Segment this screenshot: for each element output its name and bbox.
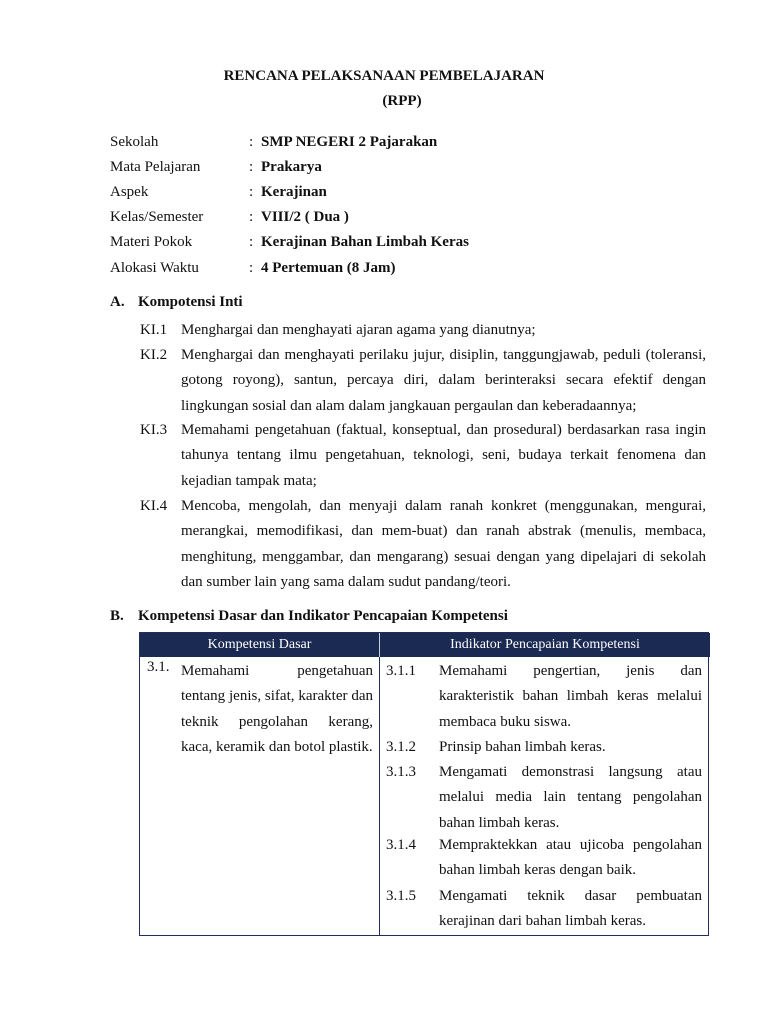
- kd-text: Memahami pengetahuan tentang jenis, sifat, karakter dan teknik pengolahan kerang, kaca, keramik dan botol plastik.: [181, 663, 373, 755]
- indicator-code: 3.1.1: [386, 663, 416, 679]
- indicator-item: [386, 659, 702, 735]
- identity-label: Materi Pokok: [110, 234, 193, 250]
- identity-label: Kelas/Semester: [110, 209, 204, 225]
- identity-label: Sekolah: [110, 134, 159, 150]
- ki-item-3: [140, 418, 706, 494]
- ki-text: Mencoba, mengolah, dan menyaji dalam ranah konkret (menggunakan, mengurai, merangkai, memodifikasi, dan mem-buat) dan ranah abstrak (menulis, membaca, menghitung, menggambar, dan mengarang) sesuai dengan yang dipelajari di sekolah dan sumber lain yang sama dalam sudut pandang/teori.: [181, 498, 706, 590]
- ki-text: Memahami pengetahuan (faktual, konseptual, dan prosedural) berdasarkan rasa ingin tahunya tentang ilmu pengetahuan, teknologi, seni, budaya terkait fenomena dan kejadian tampak mata;: [181, 422, 706, 489]
- identity-value: Kerajinan Bahan Limbah Keras: [261, 234, 469, 250]
- ki-item-2: [140, 343, 706, 419]
- table-header-indicator: Indikator Pencapaian Kompetensi: [379, 633, 710, 657]
- ki-text: Menghargai dan menghayati ajaran agama yang dianutnya;: [181, 322, 536, 338]
- document-title: RENCANA PELAKSANAAN PEMBELAJARAN: [223, 68, 545, 84]
- ki-code: KI.2: [140, 347, 168, 363]
- ki-item-1: [140, 318, 706, 343]
- indicator-text: Mengamati demonstrasi langsung atau melalui media lain tentang pengolahan bahan limbah keras.: [439, 764, 702, 831]
- ki-code: KI.4: [140, 498, 168, 514]
- indicator-text: Memahami pengertian, jenis dan karakteristik bahan limbah keras melalui membaca buku siswa.: [439, 663, 702, 730]
- indicator-code: 3.1.2: [386, 739, 416, 755]
- indicator-text: Prinsip bahan limbah keras.: [439, 739, 606, 755]
- indicator-item: [386, 735, 702, 760]
- indicator-text: Mempraktekkan atau ujicoba pengolahan bahan limbah keras dengan baik.: [439, 837, 702, 879]
- identity-value: Kerajinan: [261, 184, 327, 200]
- indicator-code: 3.1.3: [386, 764, 416, 780]
- identity-colon: :: [249, 159, 254, 175]
- identity-colon: :: [249, 260, 254, 276]
- table-header-kd: Kompetensi Dasar: [140, 633, 379, 657]
- section-letter: A.: [110, 294, 125, 310]
- identity-colon: :: [249, 184, 254, 200]
- identity-value: SMP NEGERI 2 Pajarakan: [261, 134, 438, 150]
- ki-code: KI.3: [140, 422, 168, 438]
- indicator-code: 3.1.4: [386, 837, 416, 853]
- identity-colon: :: [249, 134, 254, 150]
- identity-value: VIII/2 ( Dua ): [261, 209, 349, 225]
- competency-table: [139, 632, 709, 936]
- identity-label: Alokasi Waktu: [110, 260, 199, 276]
- section-b-heading: [110, 608, 508, 625]
- column-divider: [379, 657, 380, 935]
- ki-code: KI.1: [140, 322, 168, 338]
- kd-number: 3.1.: [147, 659, 170, 675]
- section-letter: B.: [110, 608, 124, 624]
- identity-label: Aspek: [110, 184, 149, 200]
- identity-value: 4 Pertemuan (8 Jam): [261, 260, 396, 276]
- indicator-item: [386, 760, 702, 836]
- indicator-code: 3.1.5: [386, 888, 416, 904]
- indicator-item: [386, 884, 702, 935]
- identity-value: Prakarya: [261, 159, 322, 175]
- identity-colon: :: [249, 234, 254, 250]
- section-title: Kompetensi Dasar dan Indikator Pencapaian Kompetensi: [138, 608, 508, 624]
- indicator-item: [386, 833, 702, 884]
- indicator-text: Mengamati teknik dasar pembuatan kerajinan dari bahan limbah keras.: [439, 888, 702, 930]
- ki-text: Menghargai dan menghayati perilaku jujur, disiplin, tanggungjawab, peduli (toleransi, gotong royong), santun, percaya diri, dalam berinteraksi secara efektif dengan lingkungan sosial dan alam dalam jangkauan pergaulan dan keberadaannya;: [181, 347, 706, 414]
- ki-item-4: [140, 494, 706, 595]
- document-subtitle: (RPP): [382, 93, 422, 109]
- identity-label: Mata Pelajaran: [110, 159, 201, 175]
- section-title: Kompotensi Inti: [138, 294, 243, 310]
- section-a-heading: [110, 294, 243, 311]
- identity-colon: :: [249, 209, 254, 225]
